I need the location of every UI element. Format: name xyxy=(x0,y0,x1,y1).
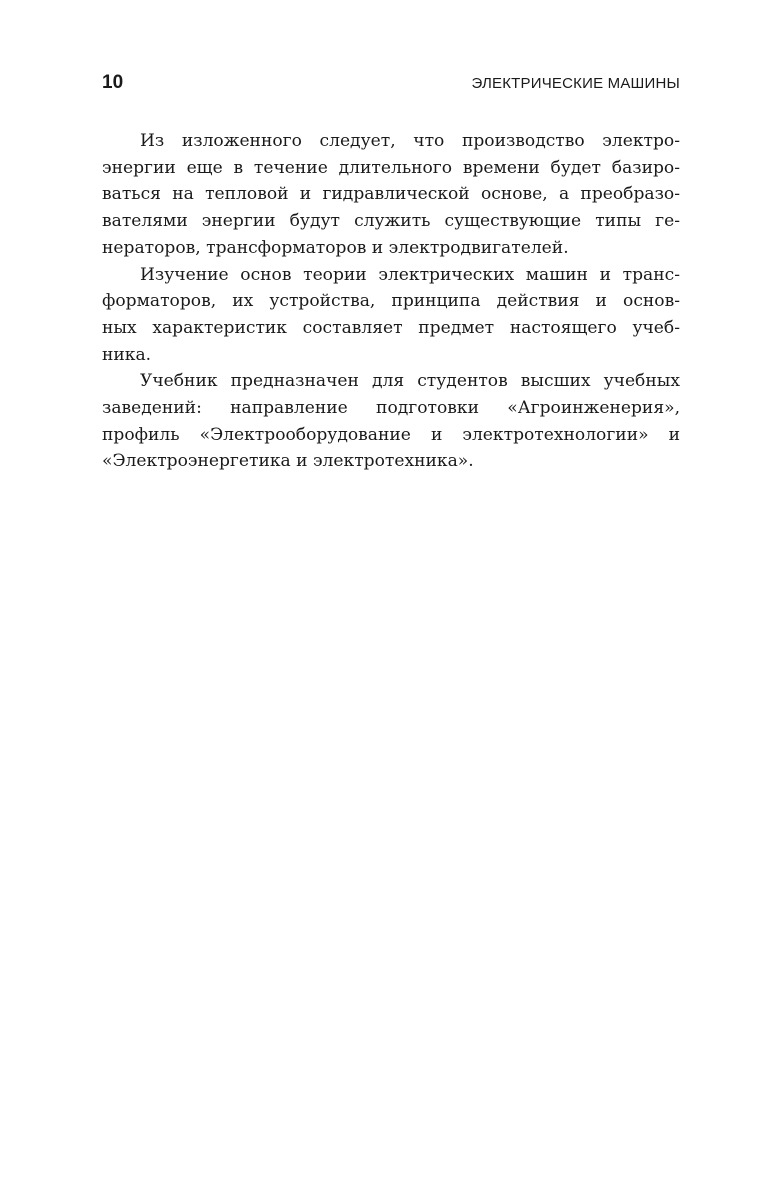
running-title: ЭЛЕКТРИЧЕСКИЕ МАШИНЫ xyxy=(471,75,680,92)
text-line: энергии еще в течение длительного времени будет базиро- xyxy=(102,157,680,178)
paragraph-2 xyxy=(102,262,680,369)
text-line: Учебник предназначен для студентов высших учебных xyxy=(140,371,680,392)
text-line: профиль «Электрооборудование и электротехнологии» и xyxy=(102,424,680,445)
text-line: ных характеристик составляет предмет настоящего учеб- xyxy=(102,317,680,338)
text-line: вателями энергии будут служить существующие типы ге- xyxy=(102,211,680,232)
page-number: 10 xyxy=(102,72,124,93)
paragraph-1 xyxy=(102,128,680,262)
paragraph-3 xyxy=(102,368,680,475)
text-line: форматоров, их устройства, принципа действия и основ- xyxy=(102,291,680,312)
body-text xyxy=(102,128,680,475)
page-header xyxy=(102,70,680,98)
text-line: нераторов, трансформаторов и электродвигателей. xyxy=(102,237,569,258)
text-line: «Электроэнергетика и электротехника». xyxy=(102,451,474,472)
text-line: Из изложенного следует, что производство электро- xyxy=(140,131,680,151)
text-line: ника. xyxy=(102,344,152,365)
text-line: Изучение основ теории электрических машин и транс- xyxy=(140,264,680,285)
text-line: ваться на тепловой и гидравлической основе, а преобразо- xyxy=(102,184,680,205)
text-line: заведений: направление подготовки «Агроинженерия», xyxy=(102,398,680,419)
